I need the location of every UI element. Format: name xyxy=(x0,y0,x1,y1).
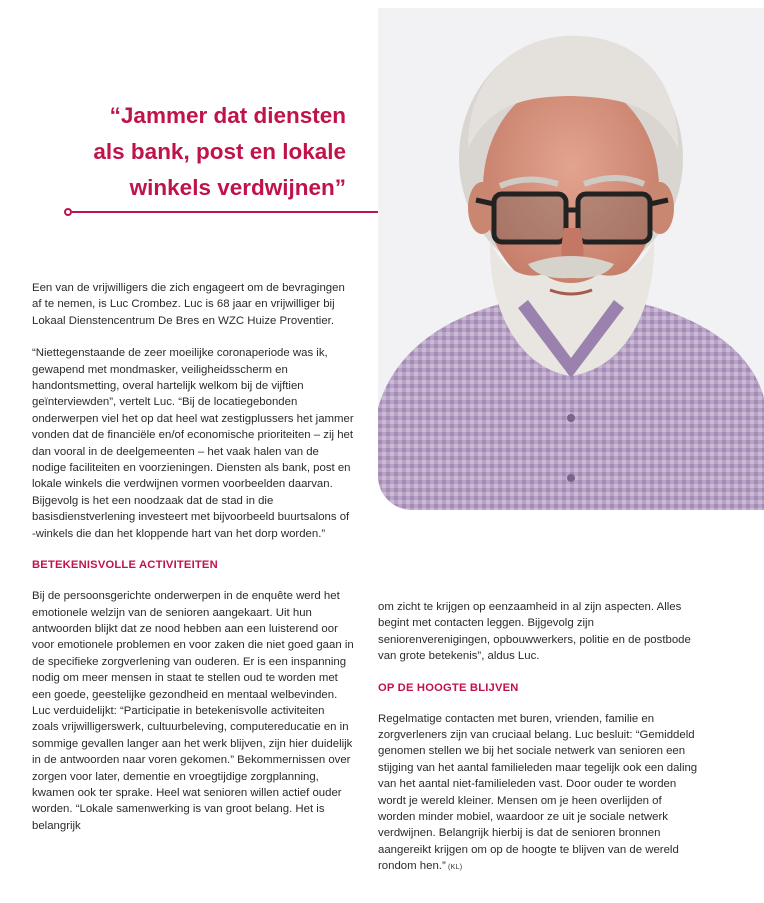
body-paragraph: om zicht te krijgen op eenzaamheid in al zijn aspecten. Alles begint met contacten leggen. Bijgevolg zijn seniorenverenigingen, opbouwwerkers, politie en de postbode van grote betekenis”, aldus Luc. xyxy=(378,601,691,663)
pull-quote xyxy=(40,98,346,206)
section-heading: BETEKENISVOLLE ACTIVITEITEN xyxy=(32,559,218,572)
portrait-illustration xyxy=(378,8,764,510)
author-signature: (KL) xyxy=(445,864,463,872)
text-column-left xyxy=(32,280,354,850)
portrait-photo xyxy=(378,8,764,510)
body-paragraph xyxy=(378,711,698,877)
text-column-right xyxy=(378,599,698,893)
pull-quote-line-3: winkels verdwijnen” xyxy=(129,175,346,200)
body-paragraph: Bij de persoonsgerichte onderwerpen in de enquête werd het emotionele welzijn van de senioren aangekaart. Uit hun antwoorden blijkt dat ze nood hebben aan een luisterend oor voor emotionele problemen en voor zaken die niet goed gaan in de specifieke zorgverlening van ouderen. Er is een inspanning nodig om meer mensen in staat te stellen oud te worden met een goede, geestelijke gezondheid en mentaal welbevinden. Luc verduidelijkt: “Participatie in betekenisvolle activiteiten zoals vrijwilligerswerk, cultuurbeleving, computereducatie en in sommige gevallen langer aan het werk blijven, zijn hier duidelijk in de antwoorden naar voren gekomen.” Bekommernissen over zorgen voor later, dementie en vroegtijdige zorgplanning, kwamen ook ter sprake. Heel wat senioren willen actief ouder worden. “Lokale samenwerking is van groot belang. Het is belangrijk xyxy=(32,590,354,832)
pull-quote-line-1: “Jammer dat diensten xyxy=(109,103,346,128)
divider-circle-icon xyxy=(64,208,72,216)
body-paragraph: “Niettegenstaande de zeer moeilijke coronaperiode was ik, gewapend met mondmasker, veiligheidsscherm en handontsmetting, overal hartelijk welkom bij de vijftien geïnterviewden”, vertelt Luc. “Bij de locatiegebonden onderwerpen viel het op dat heel wat zestigplussers het jammer vonden dat de financiële en/of economische prioriteiten – zij het dan vooral in de deelgemeenten – het vaak halen van de nodige faciliteiten en voorzieningen. Diensten als bank, post en lokale winkels die verdwijnen vormen voorbeelden daarvan. Bijgevolg is het een noodzaak dat de stad in die basisdienstverlening investeert met bijvoorbeeld buurtsalons of -winkels die dan het kloppende hart van het dorp worden.” xyxy=(32,347,354,540)
divider-line xyxy=(72,211,378,213)
intro-paragraph: Een van de vrijwilligers die zich engageert om de bevragingen af te nemen, is Luc Crombez. Luc is 68 jaar en vrijwilliger bij Lokaal Dienstencentrum De Bres en WZC Huize Proventier. xyxy=(32,282,345,327)
pull-quote-line-2: als bank, post en lokale xyxy=(93,139,346,164)
quote-divider xyxy=(64,209,378,215)
closing-text: Regelmatige contacten met buren, vrienden, familie en zorgverleners zijn van cruciaal belang. Luc besluit: “Gemiddeld genomen stellen we bij het sociale netwerk van senioren een stijging van het aantal familieleden maar tegelijk ook een daling van het aantal niet-familieleden vast. Door ouder te worden wordt je wereld kleiner. Mensen om je heen overlijden of worden minder mobiel, waardoor ze uit je sociale netwerk verdwijnen. Belangrijk hierbij is dat de senioren bronnen aangereikt krijgen om op de hoogte te blijven van de wereld rondom hen.” xyxy=(378,712,698,873)
section-heading: OP DE HOOGTE BLIJVEN xyxy=(378,681,519,694)
